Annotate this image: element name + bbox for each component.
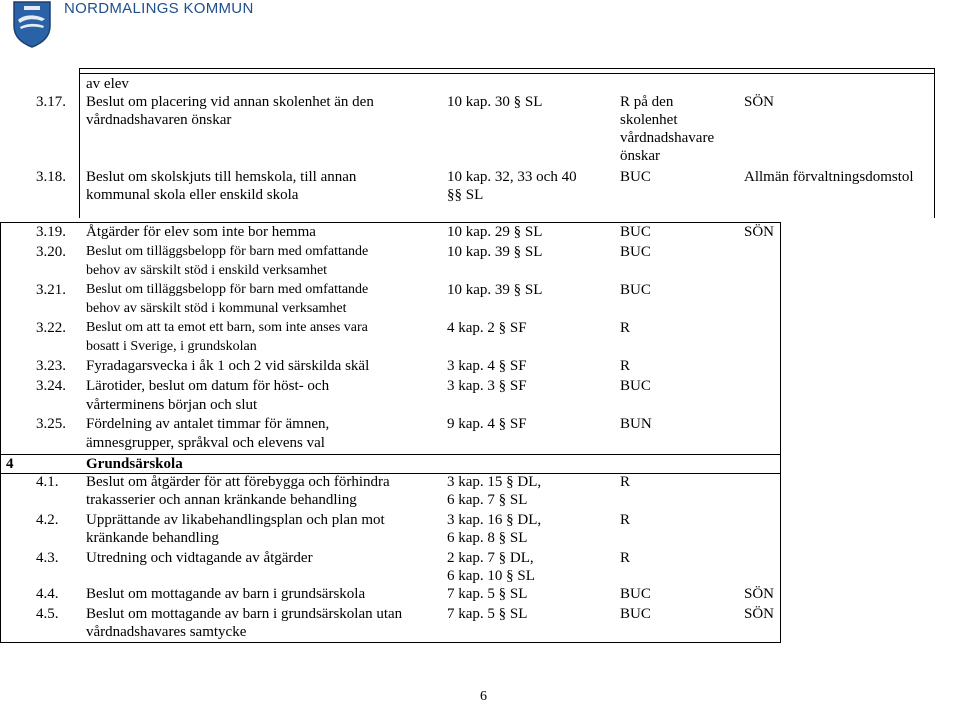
section-title: Grundsärskola xyxy=(86,456,183,472)
cell-description: Fördelning av antalet timmar för ämnen, xyxy=(86,416,330,432)
cell-num: 4.3. xyxy=(36,550,59,566)
cell-law: 10 kap. 30 § SL xyxy=(447,94,543,110)
organization-name: NORDMALINGS KOMMUN xyxy=(64,0,254,17)
cell-description: Beslut om mottagande av barn i grundsärskola xyxy=(86,586,366,602)
cell-description: Utredning och vidtagande av åtgärder xyxy=(86,550,313,566)
cell-delegate: R xyxy=(620,512,631,528)
cell-delegate: R xyxy=(620,550,631,566)
municipal-shield-icon xyxy=(12,0,52,48)
cell-description: Beslut om placering vid annan skolenhet än den xyxy=(86,94,374,110)
cell-law: 3 kap. 16 § DL, xyxy=(447,512,542,528)
cell-num: 3.20. xyxy=(36,244,66,260)
cell-description: vårterminens början och slut xyxy=(86,397,258,413)
cell-num: 3.19. xyxy=(36,224,66,240)
cell-law: 3 kap. 15 § DL, xyxy=(447,474,542,490)
cell-delegate: BUN xyxy=(620,416,652,432)
section-number: 4 xyxy=(6,456,14,472)
cell-num: 3.25. xyxy=(36,416,66,432)
cell-description: vårdnadshavaren önskar xyxy=(86,112,232,128)
cell-num: 3.17. xyxy=(36,94,66,110)
cell-law: 10 kap. 39 § SL xyxy=(447,244,543,260)
cell-delegate: R xyxy=(620,358,631,374)
cell-delegate: R xyxy=(620,320,631,336)
cell-appeal: SÖN xyxy=(744,224,775,240)
cell-description: trakasserier och annan kränkande behandling xyxy=(86,492,357,508)
cell-description: behov av särskilt stöd i enskild verksamhet xyxy=(86,263,328,278)
cell-delegate: BUC xyxy=(620,244,651,260)
cell-num: 3.18. xyxy=(36,169,66,185)
cell-delegate: BUC xyxy=(620,282,651,298)
cell-law: 10 kap. 39 § SL xyxy=(447,282,543,298)
cell-num: 3.21. xyxy=(36,282,66,298)
cell-description: Beslut om skolskjuts till hemskola, till annan xyxy=(86,169,357,185)
page-header xyxy=(0,0,960,60)
cell-delegate: BUC xyxy=(620,224,651,240)
cell-description: kommunal skola eller enskild skola xyxy=(86,187,299,203)
cell-law: 7 kap. 5 § SL xyxy=(447,606,528,622)
cell-description: Beslut om mottagande av barn i grundsärskolan utan xyxy=(86,606,403,622)
cell-delegate: skolenhet xyxy=(620,112,678,128)
cell-appeal: SÖN xyxy=(744,606,775,622)
cell-description: bosatt i Sverige, i grundskolan xyxy=(86,339,257,354)
cell-delegate: R på den xyxy=(620,94,674,110)
cell-appeal: SÖN xyxy=(744,586,775,602)
cell-law: 6 kap. 8 § SL xyxy=(447,530,528,546)
cell-description: Beslut om åtgärder för att förebygga och förhindra xyxy=(86,474,390,490)
cell-description: Beslut om tilläggsbelopp för barn med omfattande xyxy=(86,244,369,259)
cell-num: 3.22. xyxy=(36,320,66,336)
cell-law: 6 kap. 10 § SL xyxy=(447,568,535,584)
cell-delegate: önskar xyxy=(620,148,660,164)
cell-delegate: BUC xyxy=(620,378,651,394)
cell-num: 4.1. xyxy=(36,474,59,490)
cell-delegate: vårdnadshavare xyxy=(620,130,715,146)
cell-description: av elev xyxy=(86,76,129,92)
cell-description: Beslut om att ta emot ett barn, som inte anses vara xyxy=(86,320,368,335)
cell-delegate: BUC xyxy=(620,586,651,602)
cell-num: 3.24. xyxy=(36,378,66,394)
cell-description: behov av särskilt stöd i kommunal verksamhet xyxy=(86,301,347,316)
cell-description: vårdnadshavares samtycke xyxy=(86,624,247,640)
cell-delegate: BUC xyxy=(620,606,651,622)
cell-description: Lärotider, beslut om datum för höst- och xyxy=(86,378,330,394)
cell-delegate: BUC xyxy=(620,169,651,185)
cell-law: 7 kap. 5 § SL xyxy=(447,586,528,602)
cell-delegate: R xyxy=(620,474,631,490)
cell-law: 3 kap. 4 § SF xyxy=(447,358,527,374)
cell-law: 9 kap. 4 § SF xyxy=(447,416,527,432)
cell-description: kränkande behandling xyxy=(86,530,219,546)
cell-law: §§ SL xyxy=(447,187,484,203)
cell-law: 10 kap. 32, 33 och 40 xyxy=(447,169,577,185)
cell-law: 3 kap. 3 § SF xyxy=(447,378,527,394)
cell-description: Fyradagarsvecka i åk 1 och 2 vid särskilda skäl xyxy=(86,358,370,374)
cell-description: ämnesgrupper, språkval och elevens val xyxy=(86,435,325,451)
cell-appeal: SÖN xyxy=(744,94,775,110)
cell-appeal: Allmän förvaltningsdomstol xyxy=(744,169,914,185)
cell-description: Beslut om tilläggsbelopp för barn med omfattande xyxy=(86,282,369,297)
cell-description: Upprättande av likabehandlingsplan och plan mot xyxy=(86,512,385,528)
cell-law: 2 kap. 7 § DL, xyxy=(447,550,534,566)
cell-num: 4.2. xyxy=(36,512,59,528)
cell-num: 4.4. xyxy=(36,586,59,602)
cell-num: 3.23. xyxy=(36,358,66,374)
cell-description: Åtgärder för elev som inte bor hemma xyxy=(86,224,316,240)
page-number: 6 xyxy=(480,689,487,704)
cell-num: 4.5. xyxy=(36,606,59,622)
cell-law: 4 kap. 2 § SF xyxy=(447,320,527,336)
cell-law: 6 kap. 7 § SL xyxy=(447,492,528,508)
cell-law: 10 kap. 29 § SL xyxy=(447,224,543,240)
